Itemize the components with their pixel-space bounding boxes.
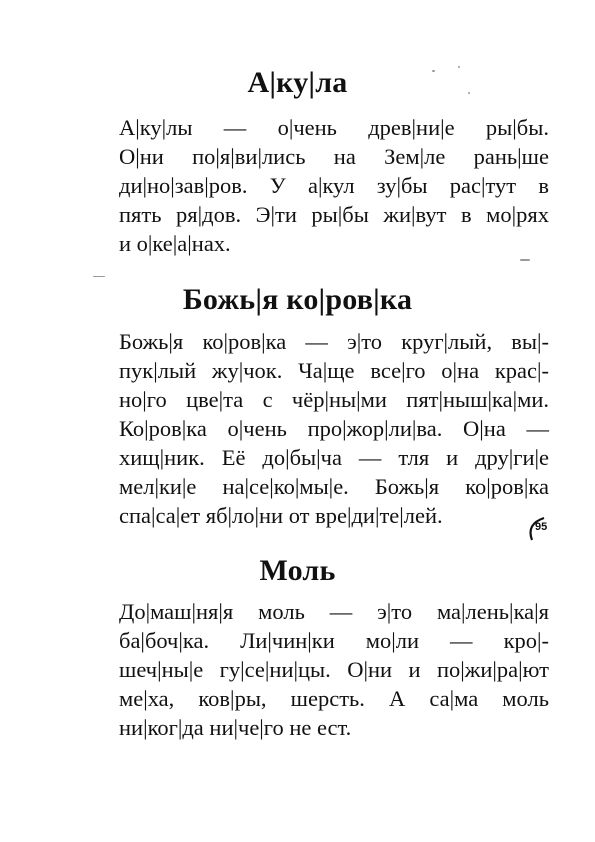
scan-speck [520,259,530,261]
text-line: ни|ког|да ни|че|го не ест. [119,715,352,740]
page-number: 95 [535,521,548,533]
text-line: ба|боч|ка. Ли|чин|ки мо|ли — кро|- [119,628,549,653]
text-line: ме|ха, ков|ры, шерсть. А са|ма моль [119,686,549,711]
text-line: пук|лый жу|чок. Ча|ще все|го о|на крас|- [119,358,549,383]
page-number-badge [522,512,562,542]
text-line: О|ни по|я|ви|лись на Зем|ле рань|ше [119,144,549,169]
text-line: хищ|ник. Её до|бы|ча — тля и дру|ги|е [119,445,549,470]
text-line: А|ку|лы — о|чень древ|ни|е ры|бы. [119,115,549,140]
section-title-shark: А|ку|ла [247,66,348,99]
scan-speck [458,66,460,68]
section-title-ladybug: Божь|я ко|ров|ка [182,283,413,316]
text-line: ди|но|зав|ров. У а|кул зу|бы рас|тут в [119,173,549,198]
scan-speck [93,276,105,277]
scan-speck [468,92,470,94]
text-line: Ко|ров|ка о|чень про|жор|ли|ва. О|на — [119,416,549,441]
text-line: До|маш|ня|я моль — э|то ма|лень|ка|я [119,599,549,624]
text-line: и о|ке|а|нах. [119,231,231,256]
text-line: Божь|я ко|ров|ка — э|то круг|лый, вы|- [119,329,549,354]
text-line: шеч|ны|е гу|се|ни|цы. О|ни и по|жи|ра|ют [119,657,549,682]
text-line: пять ря|дов. Э|ти ры|бы жи|вут в мо|рях [119,202,549,227]
text-line: мел|ки|е на|се|ко|мы|е. Божь|я ко|ров|ка [119,474,549,499]
text-line: спа|са|ет яб|ло|ни от вре|ди|те|лей. [119,503,443,528]
text-line: но|го цве|та с чёр|ны|ми пят|ныш|ка|ми. [119,387,549,412]
section-title-moth: Моль [259,554,336,587]
scan-speck [432,70,435,72]
